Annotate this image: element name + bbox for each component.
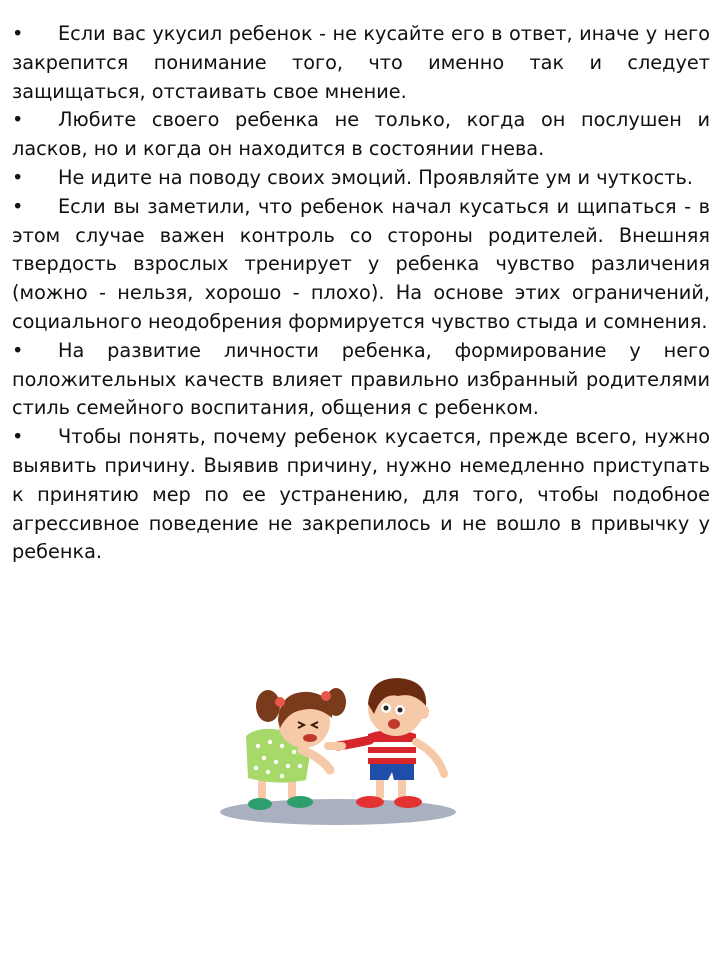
- list-item: [12, 164, 710, 193]
- bullet-icon: •: [12, 165, 24, 189]
- list-item: [12, 423, 710, 567]
- bullet-icon: •: [12, 425, 24, 449]
- bullet-icon: •: [12, 338, 24, 362]
- list-item-text: Не идите на поводу своих эмоций. Проявляйте ум и чуткость.: [58, 165, 694, 189]
- list-item-text: Если вы заметили, что ребенок начал кусаться и щипаться - в этом случае важен контроль со стороны родителей. Внешняя твердость взрослых тренирует у ребенка чувство различения (можно - нельзя, хорошо - плохо). На основе этих ограничений, социального неодобрения формируется чувство стыда и сомнения.: [12, 194, 710, 333]
- list-item-text: Если вас укусил ребенок - не кусайте его в ответ, иначе у него закрепится понимание того, что именно так и следует защищаться, отстаивать свое мнение.: [12, 22, 710, 103]
- list-item-text: Любите своего ребенка не только, когда он послушен и ласков, но и когда он находится в состоянии гнева.: [12, 108, 710, 161]
- list-item: [12, 337, 710, 423]
- list-item: [12, 106, 710, 164]
- list-item: [12, 20, 710, 106]
- list-item: [12, 193, 710, 337]
- list-item-text: На развитие личности ребенка, формирование у него положительных качеств влияет правильно избранный родителями стиль семейного воспитания, общения с ребенком.: [12, 338, 710, 420]
- bullet-icon: •: [12, 22, 24, 45]
- biting-children-illustration: [218, 662, 474, 840]
- bullet-icon: •: [12, 108, 24, 132]
- bullet-icon: •: [12, 194, 24, 218]
- advice-list: [12, 20, 710, 567]
- list-item-text: Чтобы понять, почему ребенок кусается, прежде всего, нужно выявить причину. Выявив причину, нужно немедленно приступать к принятию мер по ее устранению, для того, чтобы подобное агрессивное поведение не закрепилось и не вошло в привычку у ребенка.: [12, 425, 710, 564]
